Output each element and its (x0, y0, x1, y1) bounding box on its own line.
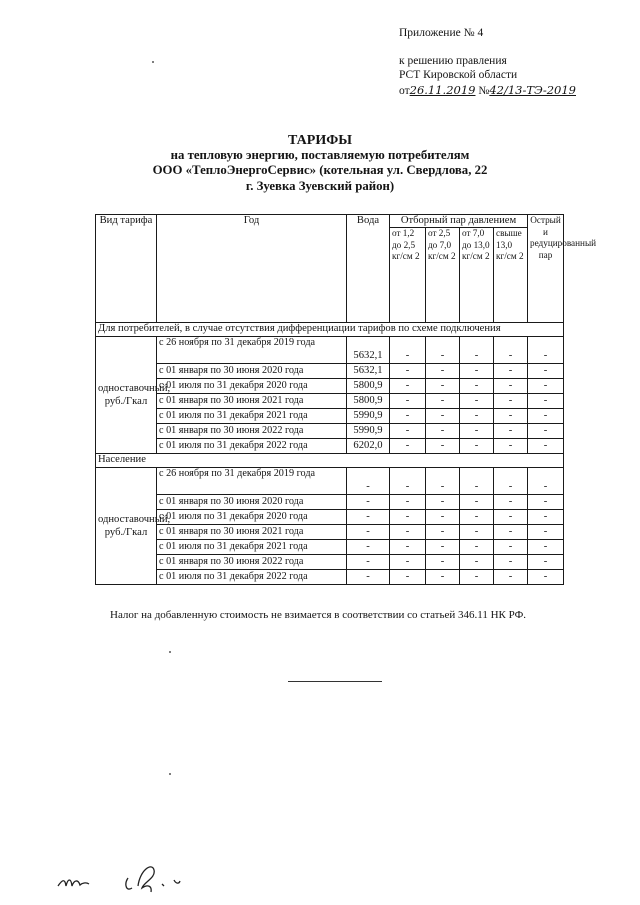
steam-tariff-cell: - (494, 379, 528, 394)
period-cell: с 01 января по 30 июня 2020 года (157, 364, 347, 379)
tariff-type-cell: одноставочный, руб./Гкал (96, 337, 157, 454)
steam-tariff-cell: - (426, 337, 460, 364)
water-tariff-cell: 6202,0 (347, 439, 390, 454)
steam-tariff-cell: - (528, 337, 564, 364)
document-header (399, 26, 576, 98)
header-vid-tarifa: Вид тарифа (96, 215, 157, 323)
steam-tariff-cell: - (494, 409, 528, 424)
period-cell: с 01 июля по 31 декабря 2020 года (157, 379, 347, 394)
table-row (96, 439, 564, 454)
header-otbor-3: от 7,0 до 13,0 кг/см 2 (460, 228, 494, 323)
header-ostr: Острый и редуцированный пар (528, 215, 564, 323)
period-cell: с 01 января по 30 июня 2020 года (157, 495, 347, 510)
table-row (96, 424, 564, 439)
title-line-1: на тепловую энергию, поставляемую потребителям (170, 148, 470, 163)
header-voda: Вода (347, 215, 390, 323)
steam-tariff-cell: - (390, 394, 426, 409)
steam-tariff-cell: - (528, 495, 564, 510)
section-header-row (96, 454, 564, 468)
date-prefix: от (399, 84, 410, 97)
table-row (96, 510, 564, 525)
water-tariff-cell: - (347, 495, 390, 510)
steam-tariff-cell: - (426, 555, 460, 570)
water-tariff-cell: 5990,9 (347, 409, 390, 424)
steam-tariff-cell: - (528, 468, 564, 495)
period-cell: с 01 января по 30 июня 2022 года (157, 424, 347, 439)
steam-tariff-cell: - (426, 364, 460, 379)
period-cell: с 01 июля по 31 декабря 2021 года (157, 540, 347, 555)
steam-tariff-cell: - (460, 379, 494, 394)
table-header-row-1 (96, 215, 564, 228)
steam-tariff-cell: - (460, 424, 494, 439)
steam-tariff-cell: - (460, 337, 494, 364)
water-tariff-cell: - (347, 540, 390, 555)
steam-tariff-cell: - (390, 468, 426, 495)
water-tariff-cell: - (347, 570, 390, 585)
table-row (96, 364, 564, 379)
header-otbor: Отборный пар давлением (390, 215, 528, 228)
scan-speck (169, 773, 171, 775)
steam-tariff-cell: - (460, 468, 494, 495)
table-body (96, 323, 564, 585)
period-cell: с 01 июля по 31 декабря 2022 года (157, 570, 347, 585)
steam-tariff-cell: - (390, 337, 426, 364)
steam-tariff-cell: - (390, 525, 426, 540)
table-row (96, 468, 564, 495)
steam-tariff-cell: - (426, 495, 460, 510)
section-title: Для потребителей, в случае отсутствия дифференциации тарифов по схеме подключения (96, 323, 564, 337)
steam-tariff-cell: - (460, 439, 494, 454)
steam-tariff-cell: - (460, 570, 494, 585)
title-line-3: г. Зуевка Зуевский район) (245, 178, 395, 193)
table-row (96, 337, 564, 364)
water-tariff-cell: - (347, 525, 390, 540)
water-tariff-cell: 5800,9 (347, 394, 390, 409)
steam-tariff-cell: - (494, 495, 528, 510)
appendix-label: Приложение № 4 (399, 27, 484, 39)
vat-note: Налог на добавленную стоимость не взимается в соответствии со статьей 346.11 НК РФ. (110, 609, 527, 621)
steam-tariff-cell: - (390, 424, 426, 439)
steam-tariff-cell: - (390, 540, 426, 555)
steam-tariff-cell: - (528, 540, 564, 555)
steam-tariff-cell: - (494, 424, 528, 439)
header-otbor-4: свыше 13,0 кг/см 2 (494, 228, 528, 323)
period-cell: с 01 июля по 31 декабря 2021 года (157, 409, 347, 424)
number-prefix: № (478, 84, 490, 97)
table-row (96, 409, 564, 424)
steam-tariff-cell: - (390, 409, 426, 424)
steam-tariff-cell: - (528, 364, 564, 379)
steam-tariff-cell: - (494, 510, 528, 525)
steam-tariff-cell: - (494, 570, 528, 585)
separator-line (288, 681, 382, 682)
steam-tariff-cell: - (494, 555, 528, 570)
steam-tariff-cell: - (426, 570, 460, 585)
steam-tariff-cell: - (528, 510, 564, 525)
table-row (96, 525, 564, 540)
decision-date-line (399, 83, 576, 99)
steam-tariff-cell: - (426, 439, 460, 454)
header-otbor-2: от 2,5 до 7,0 кг/см 2 (426, 228, 460, 323)
steam-tariff-cell: - (494, 364, 528, 379)
steam-tariff-cell: - (460, 555, 494, 570)
header-otbor-1: от 1,2 до 2,5 кг/см 2 (390, 228, 426, 323)
steam-tariff-cell: - (494, 468, 528, 495)
steam-tariff-cell: - (390, 439, 426, 454)
title-main: ТАРИФЫ (288, 133, 352, 148)
header-god: Год (157, 215, 347, 323)
decision-label: к решению правления (399, 54, 507, 67)
steam-tariff-cell: - (528, 379, 564, 394)
steam-tariff-cell: - (528, 555, 564, 570)
section-header-row (96, 323, 564, 337)
steam-tariff-cell: - (390, 364, 426, 379)
table-row (96, 540, 564, 555)
steam-tariff-cell: - (528, 424, 564, 439)
period-cell: с 26 ноября по 31 декабря 2019 года (157, 337, 347, 364)
steam-tariff-cell: - (460, 510, 494, 525)
steam-tariff-cell: - (528, 570, 564, 585)
section-title: Население (96, 454, 564, 468)
steam-tariff-cell: - (390, 495, 426, 510)
tariff-table (95, 214, 597, 585)
tariff-type-cell: одноставочный, руб./Гкал (96, 468, 157, 585)
steam-tariff-cell: - (460, 525, 494, 540)
steam-tariff-cell: - (390, 570, 426, 585)
table-row (96, 555, 564, 570)
water-tariff-cell: 5632,1 (347, 337, 390, 364)
steam-tariff-cell: - (494, 439, 528, 454)
steam-tariff-cell: - (460, 409, 494, 424)
water-tariff-cell: 5990,9 (347, 424, 390, 439)
steam-tariff-cell: - (426, 468, 460, 495)
water-tariff-cell: - (347, 510, 390, 525)
water-tariff-cell: 5632,1 (347, 364, 390, 379)
steam-tariff-cell: - (426, 540, 460, 555)
period-cell: с 26 ноября по 31 декабря 2019 года (157, 468, 347, 495)
steam-tariff-cell: - (460, 394, 494, 409)
steam-tariff-cell: - (426, 424, 460, 439)
steam-tariff-cell: - (528, 394, 564, 409)
period-cell: с 01 января по 30 июня 2021 года (157, 394, 347, 409)
steam-tariff-cell: - (390, 555, 426, 570)
steam-tariff-cell: - (528, 439, 564, 454)
steam-tariff-cell: - (390, 510, 426, 525)
water-tariff-cell: 5800,9 (347, 379, 390, 394)
steam-tariff-cell: - (426, 409, 460, 424)
period-cell: с 01 января по 30 июня 2022 года (157, 555, 347, 570)
table-row (96, 570, 564, 585)
steam-tariff-cell: - (460, 364, 494, 379)
steam-tariff-cell: - (494, 337, 528, 364)
scan-speck (169, 651, 171, 653)
steam-tariff-cell: - (426, 394, 460, 409)
table-row (96, 379, 564, 394)
water-tariff-cell: - (347, 555, 390, 570)
table-row (96, 495, 564, 510)
steam-tariff-cell: - (494, 394, 528, 409)
period-cell: с 01 июля по 31 декабря 2020 года (157, 510, 347, 525)
document-title (95, 133, 545, 194)
steam-tariff-cell: - (494, 525, 528, 540)
steam-tariff-cell: - (460, 495, 494, 510)
steam-tariff-cell: - (426, 379, 460, 394)
steam-tariff-cell: - (390, 379, 426, 394)
scan-speck (152, 61, 154, 63)
steam-tariff-cell: - (528, 409, 564, 424)
steam-tariff-cell: - (426, 525, 460, 540)
authority-label: РСТ Кировской области (399, 69, 518, 81)
period-cell: с 01 января по 30 июня 2021 года (157, 525, 347, 540)
steam-tariff-cell: - (528, 525, 564, 540)
steam-tariff-cell: - (426, 510, 460, 525)
period-cell: с 01 июля по 31 декабря 2022 года (157, 439, 347, 454)
steam-tariff-cell: - (494, 540, 528, 555)
handwritten-signature (56, 856, 196, 896)
title-line-2: ООО «ТеплоЭнергоСервис» (котельная ул. Свердлова, 22 (152, 163, 488, 178)
decision-number: 42/13-ТЭ-2019 (489, 82, 576, 97)
steam-tariff-cell: - (460, 540, 494, 555)
decision-date: 26.11.2019 (409, 82, 476, 97)
water-tariff-cell: - (347, 468, 390, 495)
table-row (96, 394, 564, 409)
